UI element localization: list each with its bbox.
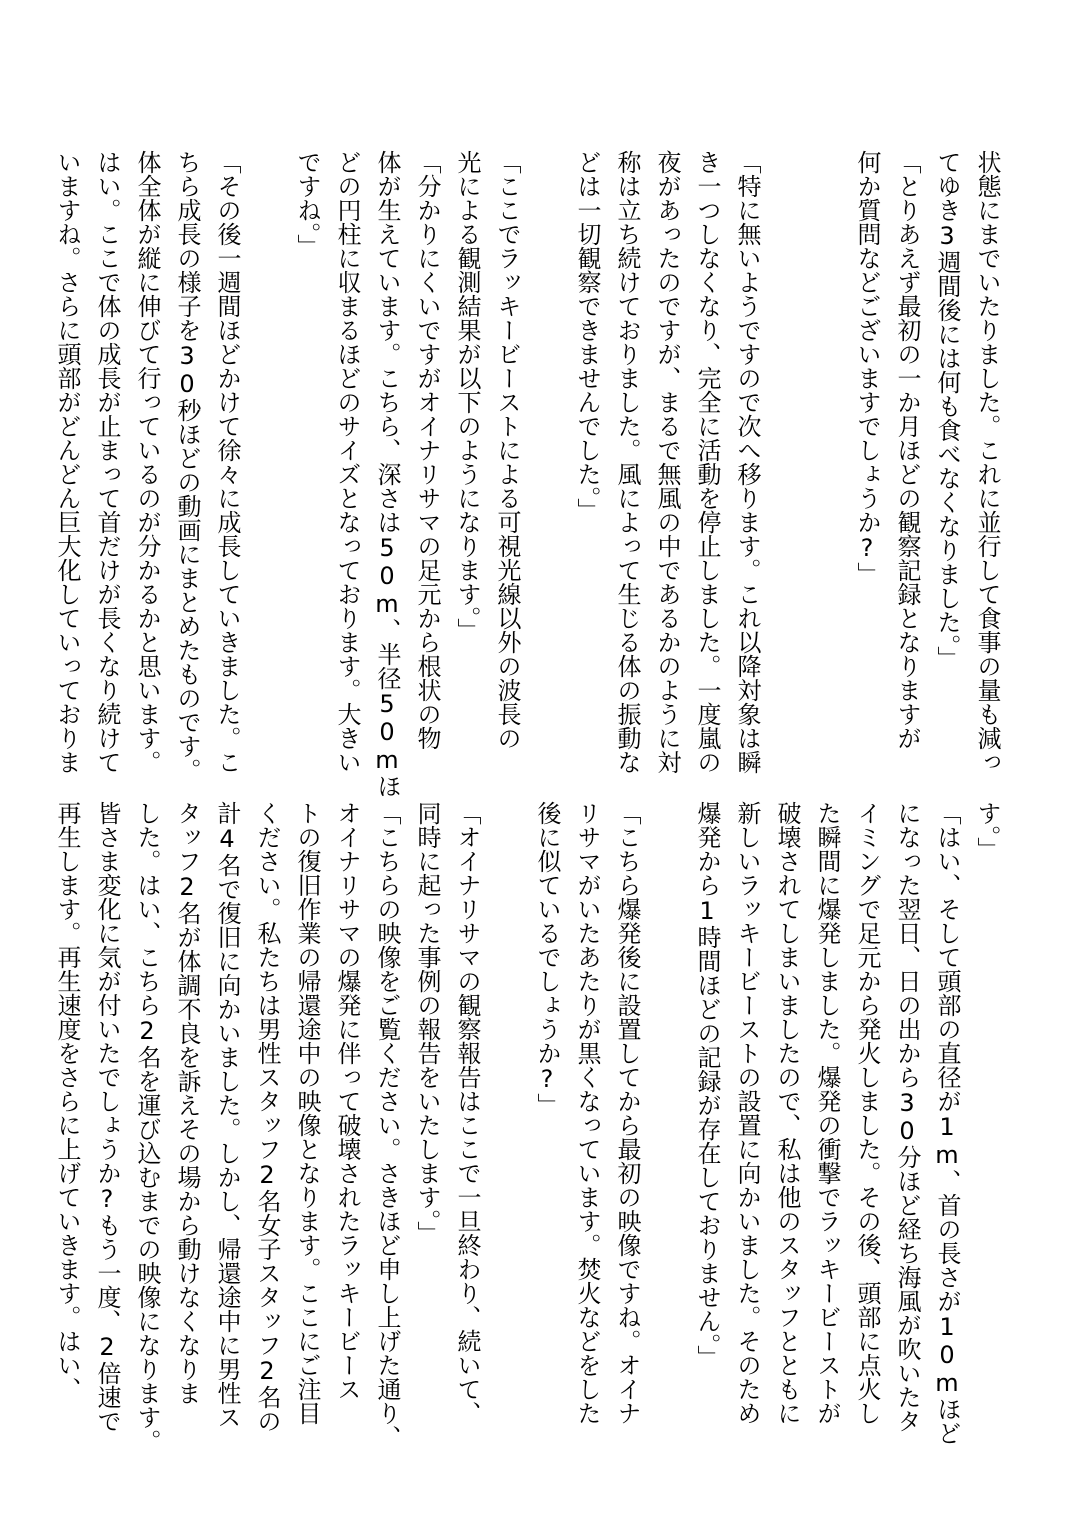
- text-line: ください。私たちは男性スタッフ2名女子スタッフ2名の: [253, 801, 281, 1433]
- text-line: 同時に起った事例の報告をいたします。」: [413, 801, 441, 1245]
- text-line: 体全体が縦に伸びて行っているのが分かるかと思います。: [133, 150, 161, 774]
- text-line: 計4名で復旧に向かいました。しかし、帰還途中に男性ス: [213, 801, 241, 1429]
- text-line: 後に似ているでしょうか?」: [533, 801, 561, 1117]
- text-line: トの復旧作業の帰還途中の映像となります。ここにご注目: [293, 801, 321, 1425]
- blank-line: [247, 150, 287, 798]
- text-line: になった翌日、日の出から30分ほど経ち海風が吹いたタ: [893, 801, 921, 1433]
- text-line: 「その後一週間ほどかけて徐々に成長していきました。こ: [213, 150, 241, 774]
- text-line: た瞬間に爆発しました。爆発の衝撃でラッキービーストが: [813, 801, 841, 1425]
- text-line: ですね。」: [293, 150, 321, 258]
- text-line: てゆき3週間後には何も食べなくなりました。」: [933, 150, 961, 670]
- text-line: 「こちら爆発後に設置してから最初の映像ですね。オイナ: [613, 801, 641, 1425]
- text-line: どは一切観察できませんでした。」: [573, 150, 601, 522]
- text-line: 皆さま変化に気が付いたでしょうか?もう一度、2倍速で: [93, 801, 121, 1433]
- lower-text-block: [47, 801, 1007, 1453]
- text-line: 「分かりにくいですがオイナリサマの足元から根状の物: [413, 150, 441, 750]
- text-line: イミングで足元から発火しました。その後、頭部に点火し: [853, 801, 881, 1425]
- text-line: 破壊されてしまいましたので、私は他のスタッフとともに: [773, 801, 801, 1425]
- text-line: 光による観測結果が以下のようになります。」: [453, 150, 481, 642]
- blank-line: [807, 150, 847, 798]
- blank-line: [527, 150, 567, 798]
- text-line: 「とりあえず最初の一か月ほどの観察記録となりますが: [893, 150, 921, 750]
- text-line: 「特に無いようですので次へ移ります。これ以降対象は瞬: [733, 150, 761, 774]
- text-line: リサマがいたあたりが黒くなっています。焚火などをした: [573, 801, 601, 1425]
- text-line: 何か質問などございますでしょうか?」: [853, 150, 881, 586]
- text-line: 「はい、そして頭部の直径が1m、首の長さが10mほど: [933, 801, 961, 1445]
- blank-line: [767, 150, 807, 798]
- text-line: タッフ2名が体調不良を訴えその場から動けなくなりま: [173, 801, 201, 1405]
- text-line: き一つしなくなり、完全に活動を停止しました。一度嵐の: [693, 150, 721, 774]
- text-line: どの円柱に収まるほどのサイズとなっております。大きい: [333, 150, 361, 774]
- text-line: 新しいラッキービーストの設置に向かいました。そのため: [733, 801, 761, 1425]
- blank-line: [487, 801, 527, 1453]
- text-line: 状態にまでいたりました。これに並行して食事の量も減っ: [973, 150, 1001, 774]
- text-line: 夜があったのですが、まるで無風の中であるかのように対: [653, 150, 681, 774]
- text-line: 称は立ち続けておりました。風によって生じる体の振動な: [613, 150, 641, 774]
- text-line: 体が生えています。こちら、深さは50m、半径50mほ: [373, 150, 401, 798]
- text-line: 「こちらの映像をご覧ください。さきほど申し上げた通り、: [373, 801, 401, 1449]
- text-line: 爆発から1時間ほどの記録が存在しておりません。」: [693, 801, 721, 1369]
- text-line: オイナリサマの爆発に伴って破壊されたラッキービース: [333, 801, 361, 1401]
- blank-line: [647, 801, 687, 1453]
- text-line: ちら成長の様子を30秒ほどの動画にまとめたものです。: [173, 150, 201, 782]
- text-line: す。」: [973, 801, 1001, 861]
- text-line: 「ここでラッキービーストによる可視光線以外の波長の: [493, 150, 521, 750]
- text-line: 再生します。再生速度をさらに上げていきます。はい、: [53, 801, 81, 1401]
- upper-text-block: [47, 150, 1007, 798]
- text-line: 「オイナリサマの観察報告はここで一旦終わり、続いて、: [453, 801, 481, 1425]
- text-line: した。はい、こちら2名を運び込むまでの映像になります。: [133, 801, 161, 1453]
- text-line: いますね。さらに頭部がどんどん巨大化していっておりま: [53, 150, 81, 774]
- text-line: はい。ここで体の成長が止まって首だけが長くなり続けて: [93, 150, 121, 774]
